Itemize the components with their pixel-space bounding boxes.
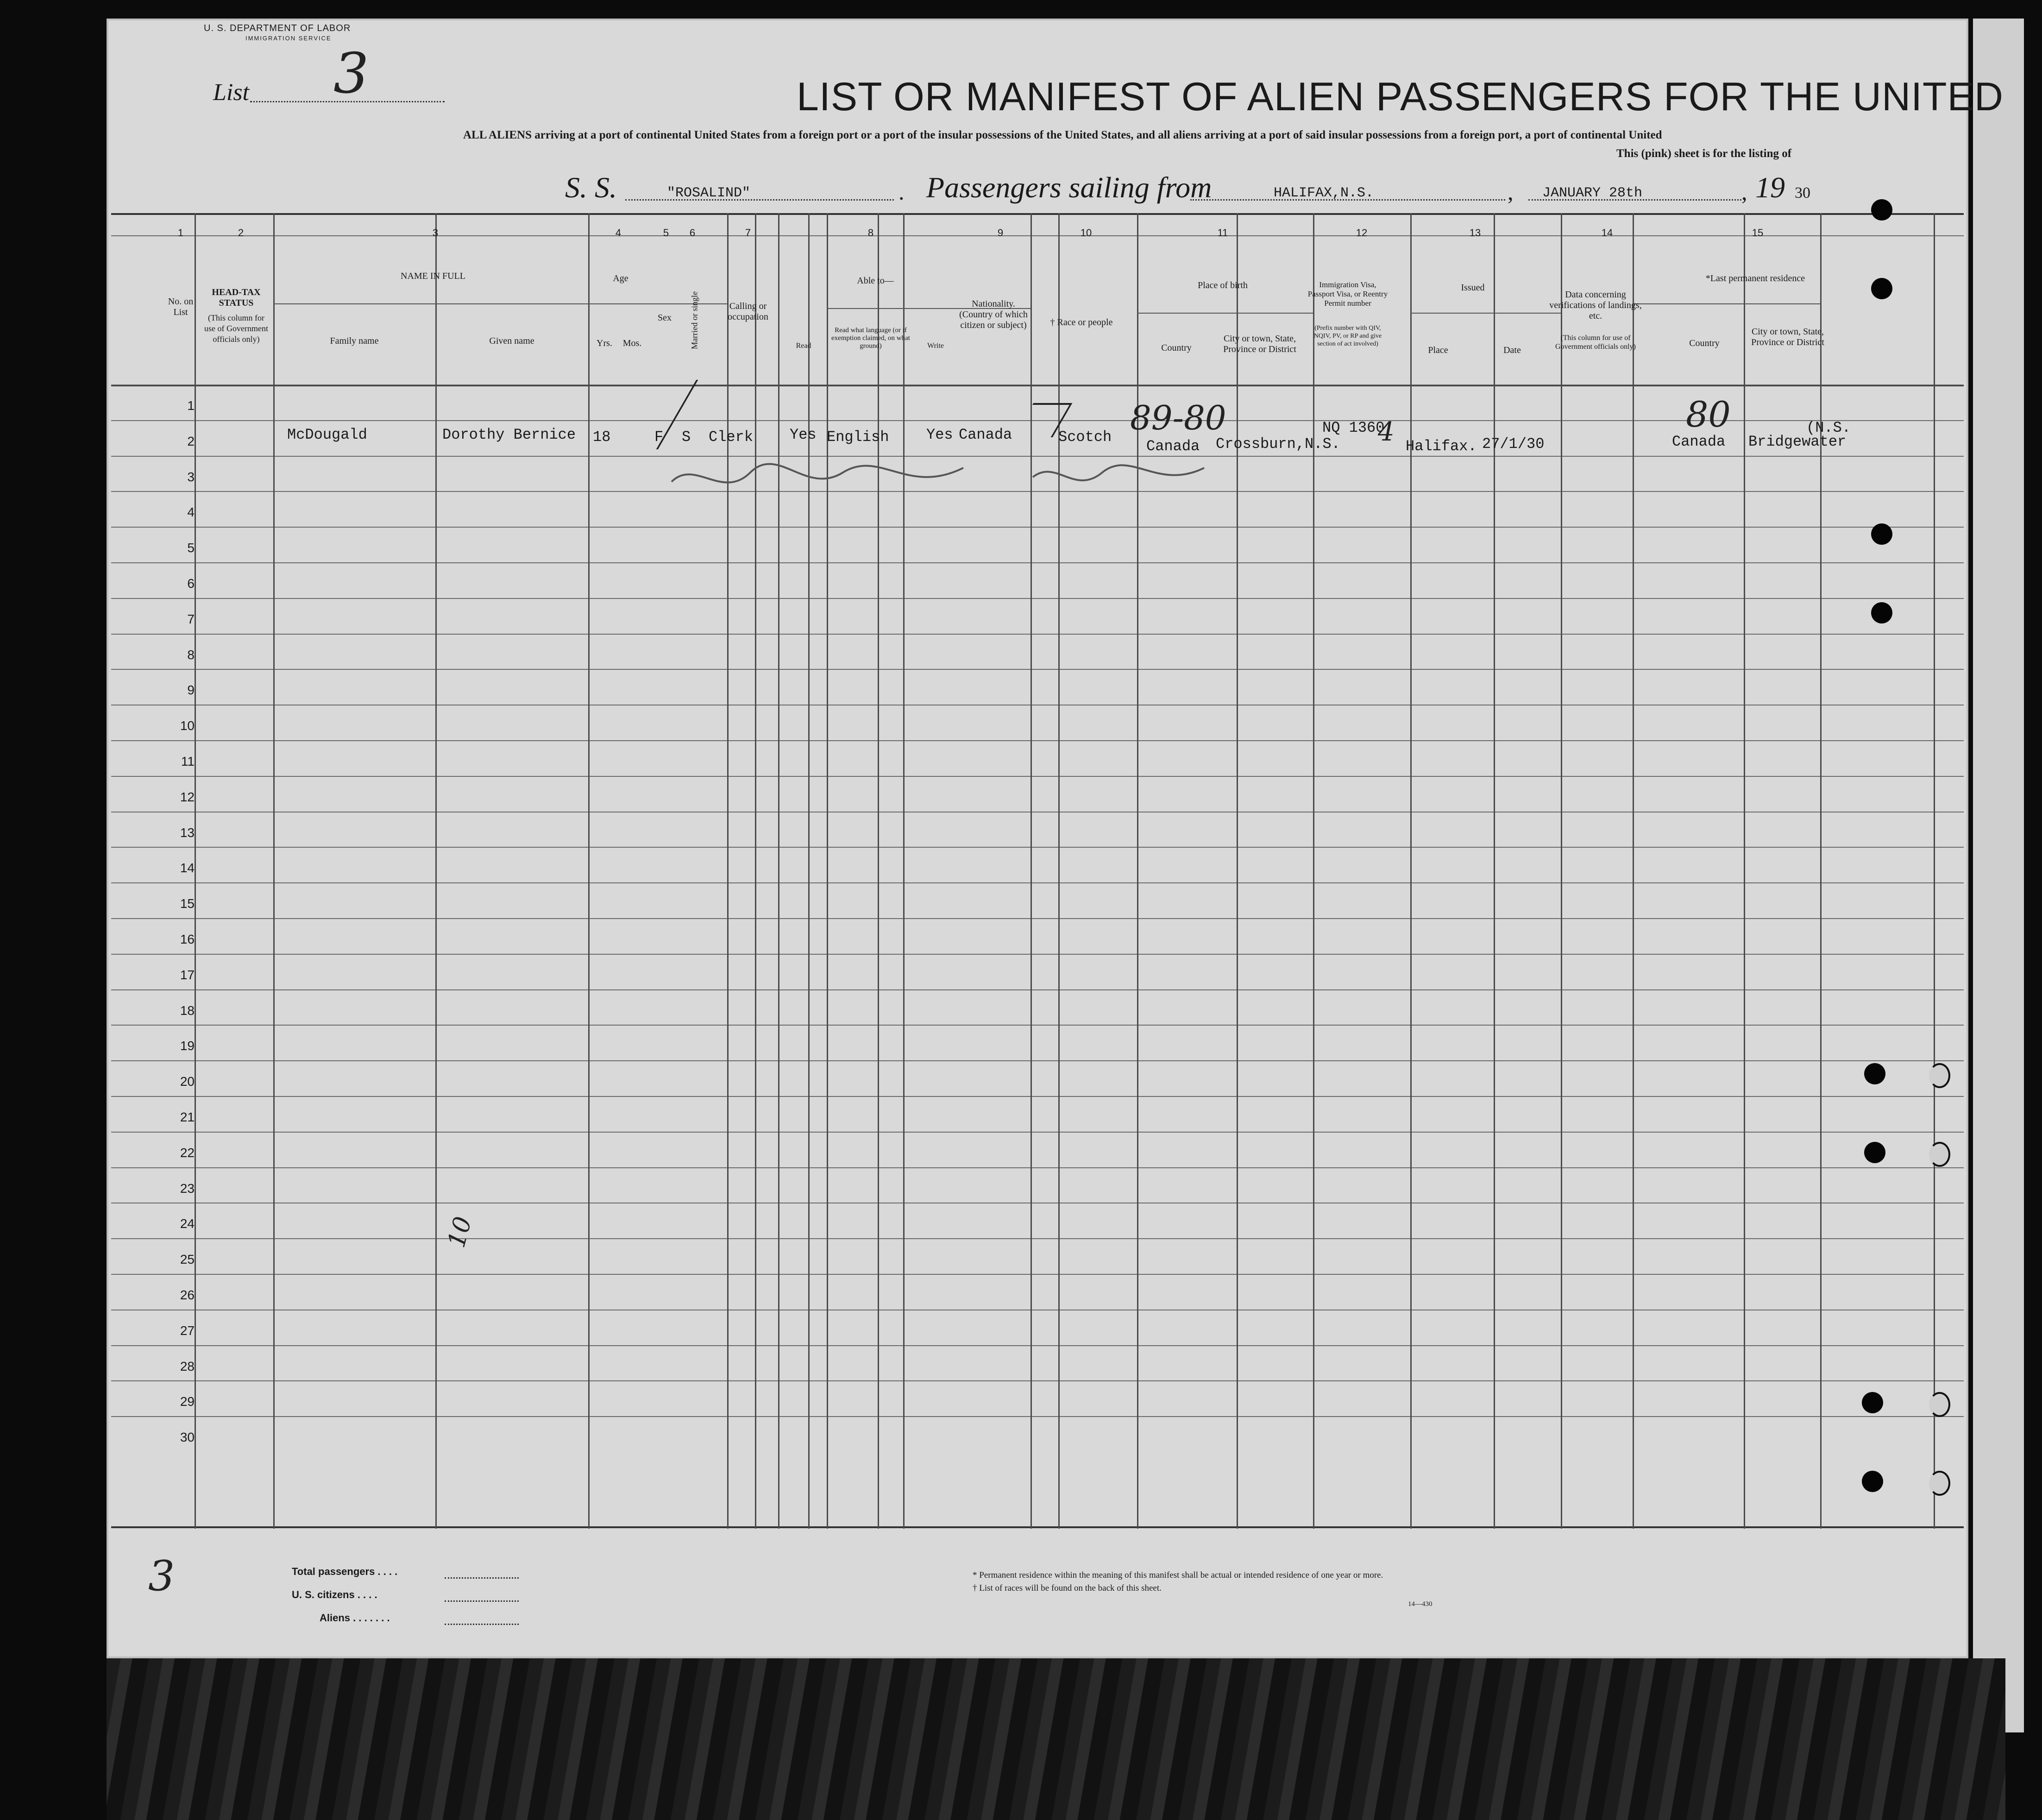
- row-number: 10: [180, 718, 195, 733]
- col-num-8: 8: [867, 227, 874, 239]
- can-write: Yes: [926, 426, 953, 443]
- punch-hole: [1929, 1142, 1950, 1167]
- hdr-mos: Mos.: [622, 338, 642, 348]
- year-prefix: 19: [1755, 171, 1785, 204]
- hdr-visa: Immigration Visa, Passport Visa, or Reentry Permit number: [1307, 280, 1388, 308]
- row-rule: [111, 1025, 1964, 1026]
- can-read: Yes: [790, 426, 817, 443]
- row-rule: [111, 1416, 1964, 1417]
- footnote-races: † List of races will be found on the back of this sheet.: [973, 1583, 1162, 1593]
- sailing-date: JANUARY 28th: [1542, 185, 1643, 201]
- sailing-label: Passengers sailing from: [926, 171, 1212, 204]
- row-number: 13: [180, 825, 195, 840]
- ship-line: [625, 199, 894, 201]
- col-num-11: 11: [1217, 227, 1228, 239]
- punch-hole: [1862, 1471, 1883, 1492]
- row-number: 25: [180, 1252, 195, 1267]
- hdr-family-name: Family name: [330, 336, 379, 346]
- hdr-res-country: Country: [1689, 338, 1720, 348]
- punch-hole: [1871, 278, 1892, 299]
- col-num-12: 12: [1356, 227, 1368, 239]
- residence-province: (N.S.: [1806, 419, 1851, 436]
- list-label: List: [213, 79, 250, 106]
- hdr-read-language: Read what language (or if exemption claimed, on what ground): [831, 327, 910, 350]
- hdr-place-of-birth: Place of birth: [1198, 280, 1248, 290]
- handwritten-scribble: [1028, 454, 1213, 505]
- nationality: Canada: [959, 426, 1012, 443]
- row-number: 22: [180, 1145, 195, 1160]
- list-number: 3: [333, 42, 369, 106]
- row-number: 1: [187, 398, 195, 413]
- row-number: 4: [187, 505, 195, 520]
- hdr-calling: Calling or occupation: [728, 301, 768, 322]
- handwritten-code-80: 80: [1686, 394, 1731, 435]
- row-rule: [111, 1380, 1964, 1381]
- row-rule: [111, 1238, 1964, 1239]
- intro-line-1: ALL ALIENS arriving at a port of continental United States from a foreign port or a port of the insular possessions of the United States, and all aliens arriving at a port of said insular possessions from a foreign port, a port of continental United: [463, 129, 1662, 141]
- row-rule: [111, 1060, 1964, 1061]
- hdr-married: Married or single: [690, 291, 699, 349]
- punch-hole: [1871, 523, 1892, 545]
- handwritten-code-4: 4: [1378, 417, 1395, 447]
- date-comma: ,: [1741, 179, 1747, 205]
- footer-total-line: [445, 1577, 519, 1579]
- hdr-nationality: Nationality. (Country of which citizen or subject): [959, 299, 1028, 330]
- row-number: 30: [180, 1430, 195, 1445]
- scan-background: [107, 1658, 2005, 1820]
- row-number: 8: [187, 647, 195, 662]
- col-num-3: 3: [432, 227, 439, 239]
- hdr-head-tax: HEAD-TAX STATUS: [212, 287, 261, 308]
- row-rule: [111, 527, 1964, 528]
- row-rule: [111, 1096, 1964, 1097]
- hdr-able-to: Able to—: [857, 276, 894, 286]
- ship-period: .: [898, 179, 905, 205]
- issued-place: Halifax.: [1406, 438, 1477, 455]
- row-rule: [111, 634, 1964, 635]
- row-rule: [111, 954, 1964, 955]
- manifest-title: LIST OR MANIFEST OF ALIEN PASSENGERS FOR THE UNITED: [797, 75, 2004, 119]
- hdr-yrs: Yrs.: [597, 338, 612, 348]
- punch-hole: [1871, 199, 1892, 220]
- hdr-name-in-full: NAME IN FULL: [401, 271, 465, 281]
- col-num-1: 1: [177, 227, 184, 239]
- service-label: IMMIGRATION SERVICE: [245, 35, 332, 42]
- hdr-sex: Sex: [658, 313, 672, 323]
- row-rule: [111, 1345, 1964, 1346]
- row-number: 5: [187, 541, 195, 555]
- row-rule: [111, 847, 1964, 848]
- form-code: 14—430: [1408, 1600, 1433, 1608]
- handwritten-scribble: [667, 454, 973, 505]
- col-num-6: 6: [689, 227, 696, 239]
- hdr-read: Read: [796, 342, 811, 350]
- ship-name: "ROSALIND": [667, 185, 751, 201]
- col-num-9: 9: [997, 227, 1004, 239]
- row-rule: [111, 384, 1964, 385]
- row-number: 20: [180, 1074, 195, 1089]
- ss-label: S. S.: [565, 171, 617, 204]
- row-rule: [111, 1274, 1964, 1275]
- footer-handwritten-3: 3: [148, 1552, 175, 1600]
- footer-citizens-line: [445, 1600, 519, 1602]
- hdr-issued-place: Place: [1428, 345, 1448, 355]
- row-number: 17: [180, 967, 195, 982]
- col-num-13: 13: [1469, 227, 1481, 239]
- hdr-age: Age: [613, 273, 628, 283]
- footnote-residence: * Permanent residence within the meaning of this manifest shall be actual or intended residence of one year or more.: [973, 1570, 1383, 1580]
- residence-city: Bridgewater: [1748, 433, 1847, 450]
- row-rule: [111, 1132, 1964, 1133]
- punch-hole: [1871, 602, 1892, 623]
- row-number: 24: [180, 1216, 195, 1231]
- hdr-res-city: City or town, State, Province or District: [1751, 327, 1824, 347]
- col-num-14: 14: [1601, 227, 1613, 239]
- row-number: 28: [180, 1359, 195, 1373]
- row-number: 2: [187, 434, 195, 448]
- adjacent-page-edge: [1973, 19, 2024, 1732]
- department-label: U. S. DEPARTMENT OF LABOR: [204, 23, 351, 33]
- hdr-birth-country: Country: [1161, 343, 1192, 353]
- punch-hole: [1862, 1392, 1883, 1413]
- row-number: 15: [180, 896, 195, 911]
- row-rule: [111, 882, 1964, 883]
- family-name: McDougald: [287, 426, 367, 443]
- given-name: Dorothy Bernice: [442, 426, 576, 443]
- row-number: 26: [180, 1288, 195, 1302]
- occupation: Clerk: [709, 428, 754, 446]
- port-comma: ,: [1508, 179, 1514, 205]
- residence-country: Canada: [1672, 433, 1726, 450]
- punch-hole: [1929, 1063, 1950, 1088]
- hdr-head-tax-note: (This column for use of Government officials only): [204, 313, 268, 344]
- row-rule: [111, 669, 1964, 670]
- hdr-visa-note: (Prefix number with QIV, NQIV, PV, or RP and give section of act involved): [1313, 325, 1382, 347]
- footer-aliens-line: [445, 1624, 519, 1625]
- col-num-4: 4: [615, 227, 622, 239]
- race: Scotch: [1058, 428, 1112, 446]
- row-rule: [111, 598, 1964, 599]
- row-rule: [111, 562, 1964, 563]
- row-number: 6: [187, 576, 195, 591]
- hdr-write: Write: [927, 342, 944, 350]
- hdr-residence: *Last permanent residence: [1705, 273, 1805, 283]
- row-number: 9: [187, 683, 195, 698]
- punch-hole: [1929, 1392, 1950, 1417]
- row-number: 23: [180, 1181, 195, 1196]
- hdr-landings-note: (This column for use of Government officials only): [1555, 334, 1636, 351]
- row-number: 14: [180, 861, 195, 875]
- footer-aliens: Aliens . . . . . . .: [320, 1612, 390, 1624]
- row-number: 21: [180, 1110, 195, 1124]
- hdr-issued: Issued: [1461, 283, 1485, 293]
- footer-total-passengers: Total passengers . . . .: [292, 1566, 398, 1577]
- row-rule: [111, 740, 1964, 741]
- sex: F: [654, 428, 664, 446]
- issued-date: 27/1/30: [1482, 435, 1545, 453]
- col-num-15: 15: [1752, 227, 1764, 239]
- col-num-5: 5: [663, 227, 669, 239]
- col-num-2: 2: [238, 227, 244, 239]
- row-number: 11: [181, 754, 195, 768]
- intro-line-2: This (pink) sheet is for the listing of: [1616, 147, 1792, 160]
- birth-city: Crossburn,N.S.: [1216, 435, 1340, 453]
- handwritten-code-10: 10: [442, 1214, 478, 1251]
- row-number: 7: [187, 611, 195, 626]
- row-rule: [111, 1167, 1964, 1168]
- handwritten-code-89-80: 89-80: [1130, 398, 1226, 437]
- visa-number: NQ 1360: [1322, 419, 1385, 436]
- row-rule: [111, 989, 1964, 990]
- punch-hole: [1864, 1063, 1885, 1084]
- hdr-no-on-list: No. on List: [168, 296, 194, 317]
- row-number: 27: [180, 1323, 195, 1338]
- row-number: 19: [180, 1039, 195, 1053]
- age-years: 18: [593, 428, 611, 446]
- marital-status: S: [682, 428, 691, 446]
- hdr-race: † Race or people: [1050, 317, 1113, 327]
- punch-hole: [1929, 1471, 1950, 1496]
- birth-country: Canada: [1146, 438, 1200, 455]
- punch-hole: [1864, 1142, 1885, 1163]
- hdr-issued-date: Date: [1503, 345, 1521, 355]
- row-rule: [111, 918, 1964, 919]
- col-num-10: 10: [1080, 227, 1092, 239]
- row-rule: [111, 776, 1964, 777]
- row-number: 3: [187, 469, 195, 484]
- row-number: 18: [180, 1003, 195, 1018]
- footer-us-citizens: U. S. citizens . . . .: [292, 1589, 377, 1600]
- hdr-given-name: Given name: [489, 336, 534, 346]
- port-name: HALIFAX,N.S.: [1274, 185, 1374, 201]
- row-number: 12: [180, 789, 195, 804]
- row-number: 16: [180, 932, 195, 946]
- col-num-7: 7: [745, 227, 751, 239]
- year-suffix: 30: [1795, 184, 1810, 202]
- hdr-birth-city: City or town, State, Province or District: [1223, 334, 1296, 354]
- hdr-landings: Data concerning verifications of landings, etc.: [1549, 290, 1642, 321]
- row-number: 29: [180, 1394, 195, 1409]
- language: English: [827, 428, 889, 446]
